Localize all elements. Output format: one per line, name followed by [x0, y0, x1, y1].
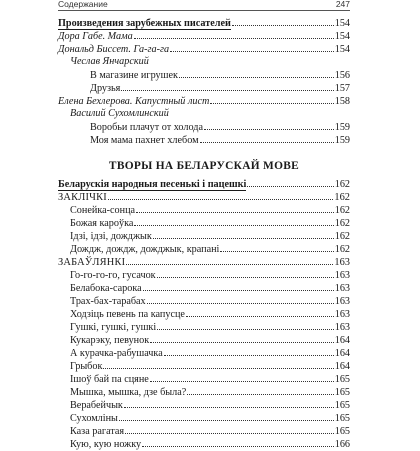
toc-entry-page: 163: [334, 270, 350, 281]
toc-entry: [58, 437, 350, 450]
dot-leader: [147, 294, 334, 304]
toc-entry: [58, 229, 350, 242]
dot-leader: [232, 16, 334, 26]
toc-entry: [58, 42, 350, 55]
toc-entry-page: 162: [334, 179, 350, 190]
toc-entry-title: Сухомліны: [70, 413, 118, 424]
toc-entry: [58, 94, 350, 107]
toc-entry-page: 165: [334, 413, 350, 424]
toc-entry-title: Сонейка-сонца: [70, 205, 136, 216]
toc-entry: [58, 216, 350, 229]
toc-entry-title: Друзья: [90, 83, 121, 94]
dot-leader: [134, 29, 334, 39]
toc-entry-title: Беларускія народныя песенькі і пацешкі: [58, 179, 247, 190]
toc-entry-title: Каза рагатая: [70, 426, 125, 437]
toc-entry: [58, 68, 350, 81]
dot-leader: [204, 120, 334, 130]
toc-entry-page: 163: [334, 257, 350, 268]
toc-entry-page: 164: [334, 361, 350, 372]
toc-entry-title: Го-го-го-го, гусачок: [70, 270, 156, 281]
toc-entry-page: 154: [334, 31, 350, 42]
dot-leader: [119, 411, 334, 421]
toc-entry-page: 159: [334, 135, 350, 146]
dot-leader: [157, 320, 334, 330]
toc-entry-page: 154: [334, 44, 350, 55]
toc-entry-page: 164: [334, 348, 350, 359]
toc-entry-page: 165: [334, 426, 350, 437]
dot-leader: [103, 359, 333, 369]
dot-leader: [179, 68, 334, 78]
toc-entry: [58, 268, 350, 281]
toc-author-name: Василий Сухомлинский: [70, 108, 169, 119]
dot-leader: [187, 385, 333, 395]
toc-entry-page: 154: [334, 18, 350, 29]
dot-leader: [124, 398, 334, 408]
toc-entry-title: Ходзіць певень па капусце: [70, 309, 185, 320]
toc-entry-page: 163: [334, 309, 350, 320]
toc-entry: [58, 294, 350, 307]
dot-leader: [125, 424, 334, 434]
toc-entry: [58, 307, 350, 320]
toc-entry-title: Моя мама пахнет хлебом: [90, 135, 199, 146]
toc-entry: [58, 424, 350, 437]
toc-group-heading: [58, 190, 350, 203]
toc-entry-title: Дождж, дождж, дожджык, крапані: [70, 244, 220, 255]
toc-entry-title: Произведения зарубежных писателей: [58, 18, 231, 29]
toc-entry-title: В магазине игрушек: [90, 70, 178, 81]
dot-leader: [134, 216, 333, 226]
toc-entry: [58, 203, 350, 216]
dot-leader: [220, 242, 333, 252]
toc-entry-title: Верабейчык: [70, 400, 123, 411]
toc-entry-title: Дональд Биссет. Га-га-га: [58, 44, 170, 55]
toc-entry: [58, 242, 350, 255]
toc-entry: [58, 320, 350, 333]
toc-entry-page: 162: [334, 231, 350, 242]
dot-leader: [153, 229, 334, 239]
toc-entry: [58, 281, 350, 294]
toc-entry-title: А курачка-рабушачка: [70, 348, 163, 359]
toc-entry: [58, 411, 350, 424]
toc-entry: [58, 359, 350, 372]
dot-leader: [121, 81, 333, 91]
table-of-contents: [58, 16, 350, 450]
dot-leader: [157, 268, 334, 278]
toc-entry-page: 163: [334, 296, 350, 307]
toc-entry: [58, 333, 350, 346]
toc-author-label: [58, 55, 350, 68]
dot-leader: [142, 437, 334, 447]
dot-leader: [164, 346, 334, 356]
dot-leader: [150, 333, 334, 343]
dot-leader: [143, 281, 334, 291]
toc-entry-title: Дора Габе. Мама: [58, 31, 133, 42]
toc-entry: [58, 29, 350, 42]
toc-author-name: Чеслав Янчарский: [70, 56, 149, 67]
toc-entry-title: Мышка, мышка, дзе была?: [70, 387, 187, 398]
toc-group-label: ЗАБАЎЛЯНКІ: [58, 257, 126, 268]
toc-entry-page: 165: [334, 400, 350, 411]
toc-heading-belarusian: [58, 177, 350, 190]
toc-heading-foreign: [58, 16, 350, 29]
toc-entry-title: Грыбок: [70, 361, 103, 372]
toc-entry: [58, 120, 350, 133]
toc-group-heading: [58, 255, 350, 268]
running-header: [58, 0, 350, 11]
toc-entry-page: 159: [334, 122, 350, 133]
toc-entry-page: 166: [334, 439, 350, 450]
toc-entry: [58, 346, 350, 359]
toc-entry-page: 156: [334, 70, 350, 81]
page-number: 247: [335, 0, 350, 9]
toc-entry: [58, 385, 350, 398]
toc-entry-page: 165: [334, 387, 350, 398]
toc-entry-page: 164: [334, 335, 350, 346]
toc-entry: [58, 372, 350, 385]
dot-leader: [136, 203, 334, 213]
dot-leader: [247, 177, 333, 187]
toc-entry-title: Кукарэку, певунок: [70, 335, 150, 346]
toc-entry-page: 165: [334, 374, 350, 385]
dot-leader: [170, 42, 334, 52]
toc-entry-page: 163: [334, 283, 350, 294]
toc-entry-page: 158: [334, 96, 350, 107]
dot-leader: [108, 190, 334, 200]
dot-leader: [210, 94, 333, 104]
toc-entry-title: Кую, кую ножку: [70, 439, 142, 450]
toc-entry-page: 162: [334, 205, 350, 216]
toc-group-label: ЗАКЛІЧКІ: [58, 192, 107, 203]
toc-entry-page: 162: [334, 244, 350, 255]
dot-leader: [200, 133, 334, 143]
toc-entry-title: Гушкі, гушкі, гушкі: [70, 322, 157, 333]
toc-entry-title: Трах-бах-тарабах: [70, 296, 146, 307]
dot-leader: [126, 255, 333, 265]
toc-entry-title: Ішоў бай па сцяне: [70, 374, 149, 385]
toc-entry-page: 162: [334, 218, 350, 229]
toc-entry-title: Воробьи плачут от холода: [90, 122, 203, 133]
section-title: ТВОРЫ НА БЕЛАРУСКАЙ МОВЕ: [108, 160, 300, 172]
toc-entry-page: 162: [334, 192, 350, 203]
toc-entry: [58, 133, 350, 146]
dot-leader: [186, 307, 334, 317]
toc-entry-title: Белабока-сарока: [70, 283, 142, 294]
toc-author-label: [58, 107, 350, 120]
running-header-section: Содержание: [58, 0, 108, 9]
toc-entry-page: 157: [334, 83, 350, 94]
toc-entry-title: Ідзі, ідзі, дожджык: [70, 231, 152, 242]
toc-entry: [58, 398, 350, 411]
dot-leader: [150, 372, 334, 382]
toc-entry-title: Елена Бехлерова. Капустный лист: [58, 96, 210, 107]
toc-entry-title: Божая кароўка: [70, 218, 134, 229]
toc-entry-page: 163: [334, 322, 350, 333]
toc-entry: [58, 81, 350, 94]
